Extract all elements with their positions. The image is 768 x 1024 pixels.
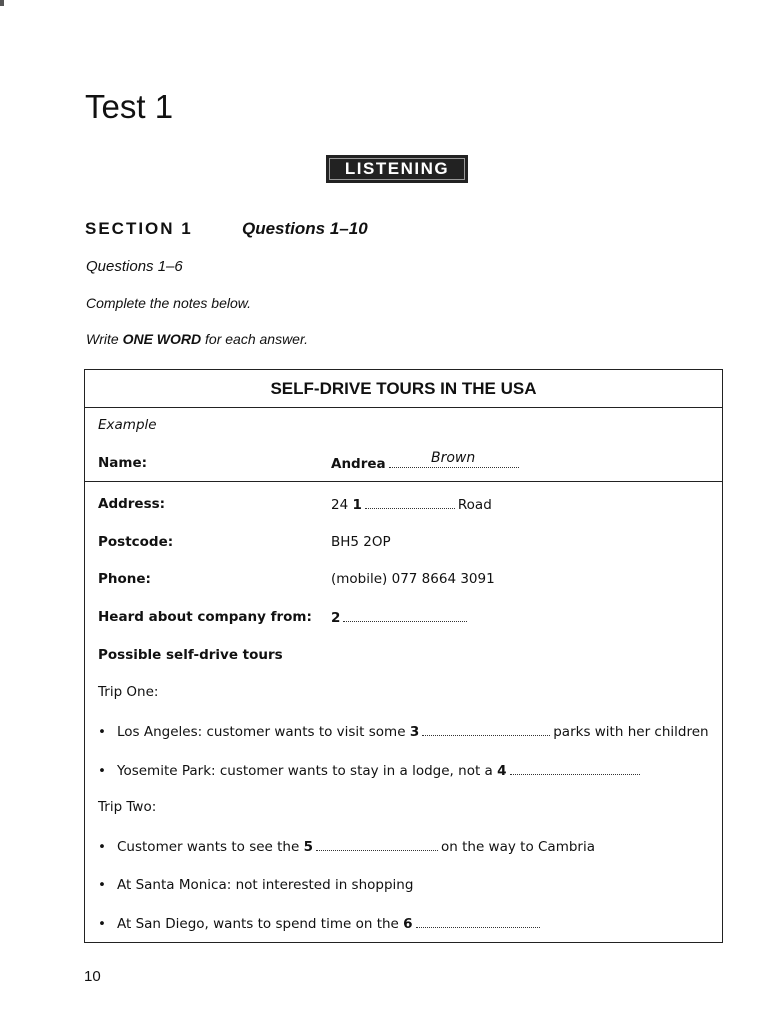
- answer-blank-1[interactable]: [365, 496, 455, 509]
- trip-one-item: [98, 723, 709, 740]
- instruction-word-limit: [86, 331, 308, 347]
- address-prefix: 24: [331, 497, 349, 513]
- listening-badge: LISTENING: [326, 155, 468, 183]
- answer-blank-5[interactable]: [316, 838, 438, 851]
- instruction-complete-notes: Complete the notes below.: [86, 295, 251, 311]
- question-number-3: 3: [409, 724, 420, 740]
- name-answer: Brown: [431, 450, 476, 466]
- answer-blank-4[interactable]: [510, 762, 640, 775]
- tours-heading: Possible self-drive tours: [98, 647, 283, 663]
- address-label: Address:: [98, 496, 166, 512]
- question-number-2: 2: [331, 610, 341, 626]
- phone-label: Phone:: [98, 571, 151, 587]
- trip-two-item: [98, 838, 595, 855]
- example-label: Example: [98, 417, 157, 433]
- name-value: Andrea: [331, 456, 386, 472]
- bullet-icon: •: [98, 724, 106, 740]
- item-text: At Santa Monica: not interested in shopping: [117, 877, 414, 893]
- answer-blank-6[interactable]: [416, 915, 540, 928]
- questions-subheading: Questions 1–6: [86, 258, 183, 275]
- bullet-icon: •: [98, 763, 106, 779]
- notes-box: [84, 369, 723, 943]
- instruction-suffix: for each answer.: [205, 331, 308, 347]
- bullet-icon: •: [98, 839, 106, 855]
- postcode-label: Postcode:: [98, 534, 174, 550]
- heard-about-row: [331, 609, 470, 626]
- bullet-icon: •: [98, 916, 106, 932]
- scan-mark: [0, 0, 4, 6]
- item-text: Yosemite Park: customer wants to stay in a lodge, not a: [117, 763, 493, 779]
- trip-two-item: [98, 915, 543, 932]
- trip-one-item: [98, 762, 643, 779]
- question-number-6: 6: [403, 916, 413, 932]
- page-title: Test 1: [85, 88, 174, 125]
- phone-value: (mobile) 077 8664 3091: [331, 571, 495, 587]
- section-heading: SECTION 1: [85, 219, 193, 238]
- address-suffix: Road: [457, 497, 492, 513]
- postcode-value: BH5 2OP: [331, 534, 391, 550]
- question-number-5: 5: [303, 839, 313, 855]
- item-text: Customer wants to see the: [117, 839, 300, 855]
- item-text: At San Diego, wants to spend time on the: [117, 916, 399, 932]
- bullet-icon: •: [98, 877, 106, 893]
- notes-title: SELF-DRIVE TOURS IN THE USA: [85, 370, 722, 408]
- instruction-word-limit-bold: ONE WORD: [122, 331, 202, 347]
- heard-about-label: Heard about company from:: [98, 609, 312, 625]
- item-suffix: on the way to Cambria: [441, 839, 595, 855]
- answer-blank-3[interactable]: [422, 723, 550, 736]
- address-row: [331, 496, 492, 513]
- example-divider: [85, 481, 722, 482]
- trip-one-heading: Trip One:: [98, 684, 159, 700]
- answer-blank-2[interactable]: [343, 609, 467, 622]
- question-number-1: 1: [352, 497, 362, 513]
- trip-two-item: [98, 877, 413, 893]
- instruction-prefix: Write: [86, 331, 119, 347]
- item-suffix: parks with her children: [553, 724, 709, 740]
- item-text: Los Angeles: customer wants to visit some: [117, 724, 406, 740]
- name-label: Name:: [98, 455, 148, 471]
- page-number: 10: [84, 968, 101, 985]
- trip-two-heading: Trip Two:: [98, 799, 157, 815]
- question-number-4: 4: [497, 763, 507, 779]
- name-row: [331, 455, 522, 472]
- section-questions-range: Questions 1–10: [242, 219, 368, 238]
